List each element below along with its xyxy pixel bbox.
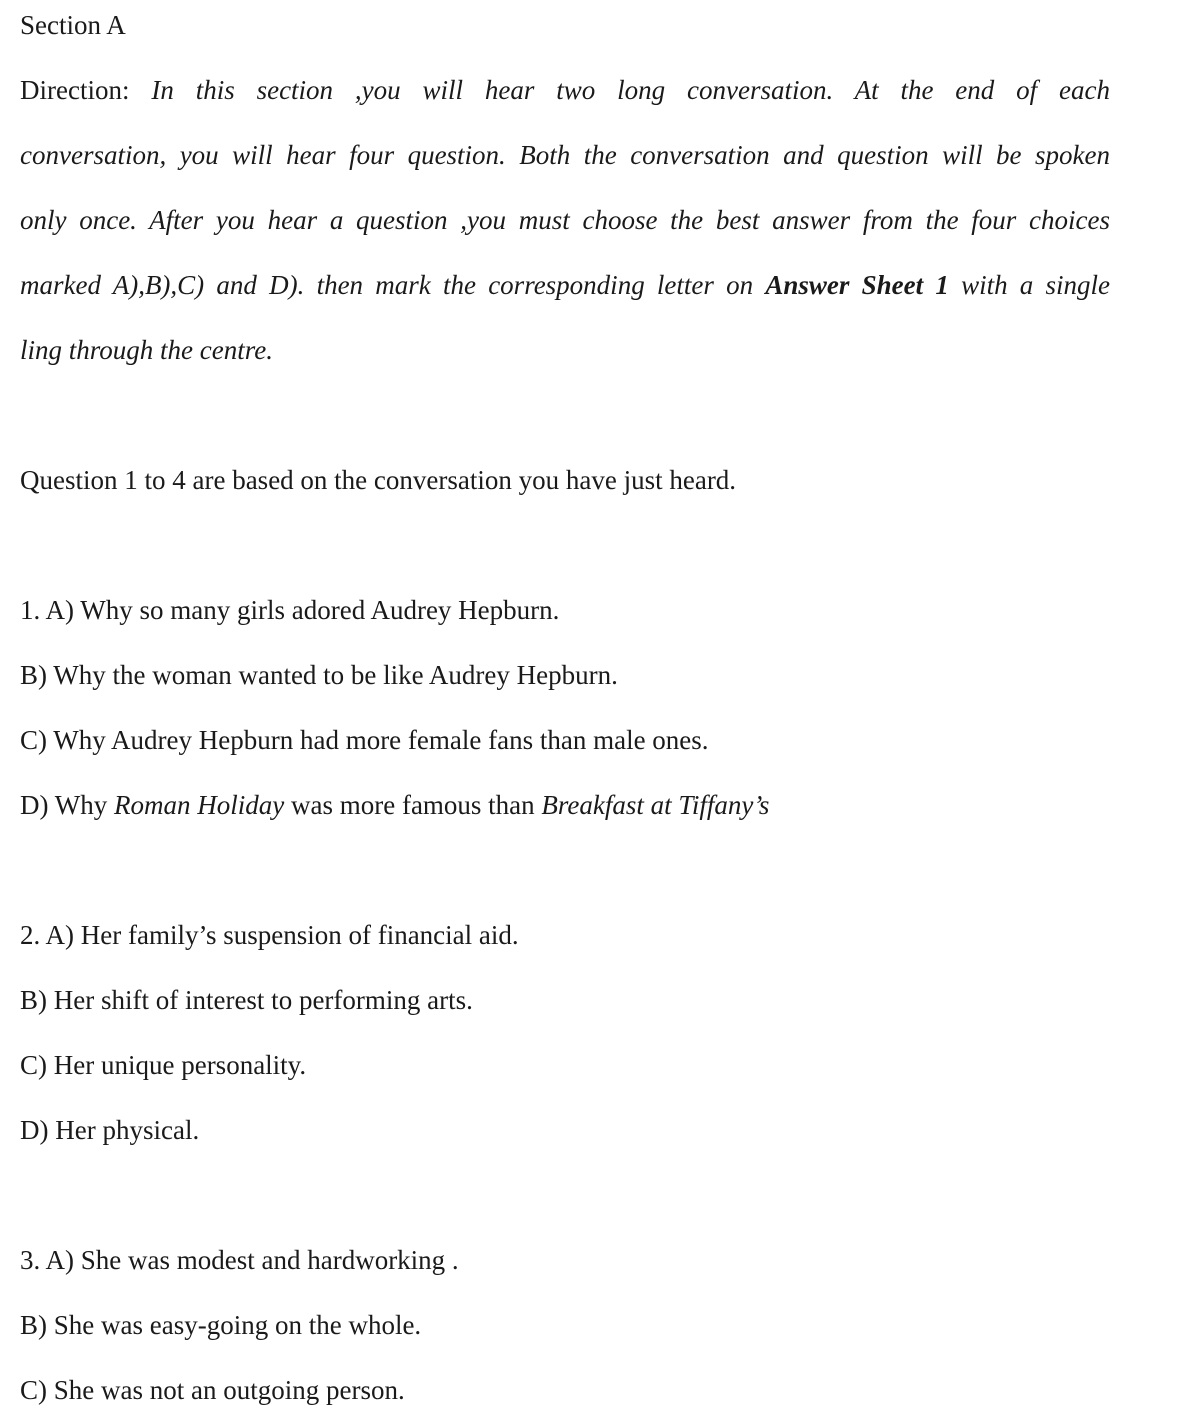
- q2-option-b: B) Her shift of interest to performing arts.: [20, 985, 473, 1015]
- q1-option-d: [20, 790, 769, 820]
- q1-option-a: 1. A) Why so many girls adored Audrey Hepburn.: [20, 595, 560, 625]
- answer-sheet-label: Answer Sheet 1: [765, 270, 949, 300]
- q1-option-d-middle: was more famous than: [290, 790, 535, 820]
- direction-line-4: [20, 270, 1110, 300]
- q2-option-a: 2. A) Her family’s suspension of financial aid.: [20, 920, 519, 950]
- q1-option-b: B) Why the woman wanted to be like Audrey Hepburn.: [20, 660, 618, 690]
- direction-text-4b: with a single: [961, 270, 1111, 300]
- direction-line-1: [20, 75, 1110, 105]
- q3-option-c: C) She was not an outgoing person.: [20, 1375, 405, 1405]
- movie-title-roman-holiday: Roman Holiday: [114, 790, 285, 820]
- q1-option-c: C) Why Audrey Hepburn had more female fans than male ones.: [20, 725, 709, 755]
- q3-option-a: 3. A) She was modest and hardworking .: [20, 1245, 459, 1275]
- direction-label: Direction:: [20, 75, 130, 105]
- q2-option-c: C) Her unique personality.: [20, 1050, 307, 1080]
- q3-option-b: B) She was easy-going on the whole.: [20, 1310, 422, 1340]
- direction-text-1: In this section ,you will hear two long conversation. At the end of each: [151, 75, 1110, 105]
- direction-line-3: only once. After you hear a question ,you must choose the best answer from the four choices: [20, 205, 1110, 235]
- direction-text-4a: marked A),B),C) and D). then mark the corresponding letter on: [20, 270, 754, 300]
- q1-option-d-prefix: D) Why: [20, 790, 108, 820]
- direction-line-5: ling through the centre.: [20, 335, 273, 365]
- questions-intro: Question 1 to 4 are based on the conversation you have just heard.: [20, 465, 737, 495]
- movie-title-breakfast-at-tiffanys: Breakfast at Tiffany’s: [541, 790, 770, 820]
- direction-line-2: conversation, you will hear four question. Both the conversation and question will be spoken: [20, 140, 1110, 170]
- q2-option-d: D) Her physical.: [20, 1115, 200, 1145]
- section-heading: Section A: [20, 10, 126, 40]
